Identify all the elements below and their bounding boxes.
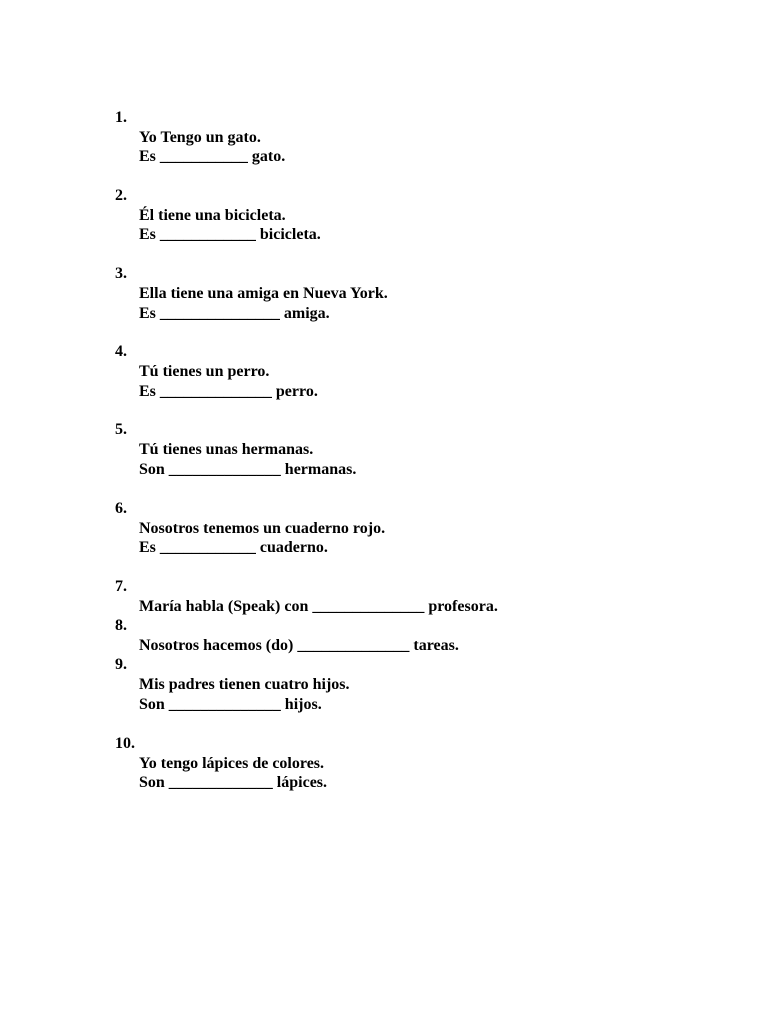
answer-text: Son ______________ hijos.: [139, 696, 322, 713]
question-number: 6.: [115, 500, 127, 517]
question-5: [0, 400, 314, 458]
question-1: [0, 88, 261, 146]
question-number: 2.: [115, 187, 127, 204]
question-number: 9.: [115, 656, 127, 673]
question-4: [0, 322, 270, 380]
answer-text: Es ___________ gato.: [139, 148, 286, 165]
question-number: 10.: [115, 735, 135, 752]
question-text: Mis padres tienen cuatro hijos.: [139, 676, 350, 693]
answer-text: Son _____________ lápices.: [139, 774, 328, 791]
question-text: Tú tienes un perro.: [139, 363, 270, 380]
question-text: Yo tengo lápices de colores.: [139, 755, 325, 772]
question-text: Tú tienes unas hermanas.: [139, 441, 314, 458]
question-number: 1.: [115, 109, 127, 126]
question-6: [0, 479, 386, 537]
answer-text: Es ____________ bicicleta.: [139, 226, 321, 243]
answer-text: Es ____________ cuaderno.: [139, 539, 328, 556]
question-10: [0, 714, 325, 772]
question-text: Nosotros hacemos (do) ______________ tareas.: [139, 637, 459, 654]
question-3: [0, 244, 388, 302]
answer-text: Es ______________ perro.: [139, 383, 318, 400]
question-number: 3.: [115, 265, 127, 282]
question-7: [0, 557, 498, 615]
question-text: Él tiene una bicicleta.: [139, 207, 286, 224]
answer-text: Son ______________ hermanas.: [139, 461, 357, 478]
question-number: 8.: [115, 617, 127, 634]
question-number: 7.: [115, 578, 127, 595]
question-text: Ella tiene una amiga en Nueva York.: [139, 285, 388, 302]
question-number: 5.: [115, 421, 127, 438]
answer-text: Es _______________ amiga.: [139, 305, 330, 322]
question-text: Yo Tengo un gato.: [139, 129, 261, 146]
question-text: Nosotros tenemos un cuaderno rojo.: [139, 520, 386, 537]
question-number: 4.: [115, 343, 127, 360]
question-2: [0, 166, 286, 224]
question-text: María habla (Speak) con ______________ profesora.: [139, 598, 498, 615]
